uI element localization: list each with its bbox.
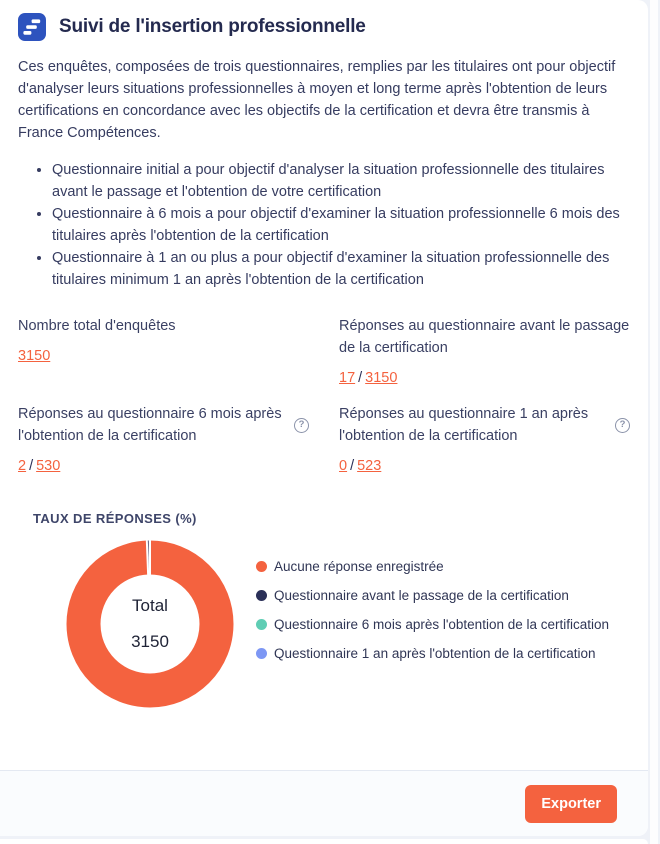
donut-total-value: 3150 bbox=[131, 632, 169, 651]
fraction-separator: / bbox=[358, 370, 363, 386]
stat-1-year bbox=[339, 403, 630, 474]
stats-bars-icon bbox=[18, 13, 46, 41]
bullet-item-1-year: • Questionnaire à 1 an ou plus a pour objectif d'examiner la situation professionnelle des titulaires minimum 1 an après l'obtention de la certification bbox=[52, 247, 630, 291]
legend-dot-icon bbox=[256, 619, 267, 630]
legend-item-6-months[interactable] bbox=[256, 614, 630, 635]
scrollbar-track[interactable] bbox=[650, 0, 658, 844]
help-icon[interactable]: ? bbox=[615, 418, 630, 433]
stat-6-months bbox=[18, 403, 309, 474]
fraction-separator: / bbox=[350, 458, 355, 474]
card-footer bbox=[0, 770, 648, 836]
one-year-denominator-link[interactable]: 523 bbox=[357, 458, 382, 474]
next-card-edge bbox=[0, 839, 648, 844]
six-months-denominator-link[interactable]: 530 bbox=[36, 458, 61, 474]
legend-item-1-year[interactable] bbox=[256, 643, 630, 664]
before-cert-denominator-link[interactable]: 3150 bbox=[365, 370, 398, 386]
legend-label: Questionnaire 6 mois après l'obtention de la certification bbox=[274, 617, 610, 632]
help-icon[interactable]: ? bbox=[294, 418, 309, 433]
legend-dot-icon bbox=[256, 561, 267, 572]
page-title: Suivi de l'insertion professionnelle bbox=[59, 16, 366, 37]
questionnaire-bullet-list bbox=[18, 159, 630, 291]
legend-dot-icon bbox=[256, 590, 267, 601]
before-cert-numerator-link[interactable]: 17 bbox=[339, 370, 356, 386]
page-header bbox=[18, 13, 630, 41]
stat-label: Réponses au questionnaire 1 an après l'obtention de la certification bbox=[339, 406, 589, 444]
stat-label: Réponses au questionnaire avant le passage de la certification bbox=[339, 318, 630, 356]
stats-grid bbox=[18, 315, 630, 474]
export-button[interactable]: Exporter bbox=[525, 785, 617, 823]
stat-total-surveys bbox=[18, 315, 309, 386]
description-text: Ces enquêtes, composées de trois questionnaires, remplies par les titulaires ont pour objectif d'analyser leurs situations professionnelles à moyen et long terme après l'obtention de leurs certifications en concordance avec les objectifs de la certification et devra être transmis à France Compétences. bbox=[18, 59, 616, 141]
legend-item-before-certification[interactable] bbox=[256, 585, 630, 606]
legend-label: Questionnaire avant le passage de la certification bbox=[274, 588, 569, 603]
bullet-item-6-months: • Questionnaire à 6 mois a pour objectif d'examiner la situation professionnelle 6 mois des titulaires après l'obtention de la certification bbox=[52, 203, 630, 247]
stat-label: Nombre total d'enquêtes bbox=[18, 318, 176, 334]
one-year-numerator-link[interactable]: 0 bbox=[339, 458, 348, 474]
chart-title: TAUX DE RÉPONSES (%) bbox=[33, 511, 197, 526]
six-months-numerator-link[interactable]: 2 bbox=[18, 458, 27, 474]
bullet-item-initial: • Questionnaire initial a pour objectif d'analyser la situation professionnelle des titulaires avant le passage et l'obtention de votre certification bbox=[52, 159, 630, 203]
stat-label: Réponses au questionnaire 6 mois après l'obtention de la certification bbox=[18, 406, 282, 444]
legend-dot-icon bbox=[256, 648, 267, 659]
stat-before-certification bbox=[339, 315, 630, 386]
total-surveys-link[interactable]: 3150 bbox=[18, 348, 51, 364]
chart-legend bbox=[256, 539, 630, 709]
legend-label: Aucune réponse enregistrée bbox=[274, 559, 444, 574]
donut-chart-svg bbox=[65, 539, 235, 709]
legend-label: Questionnaire 1 an après l'obtention de la certification bbox=[274, 646, 596, 661]
donut-chart[interactable] bbox=[65, 539, 235, 709]
response-rate-chart-section bbox=[18, 539, 630, 709]
fraction-separator: / bbox=[29, 458, 34, 474]
donut-total-label: Total bbox=[132, 596, 168, 615]
legend-item-no-response[interactable] bbox=[256, 556, 630, 577]
